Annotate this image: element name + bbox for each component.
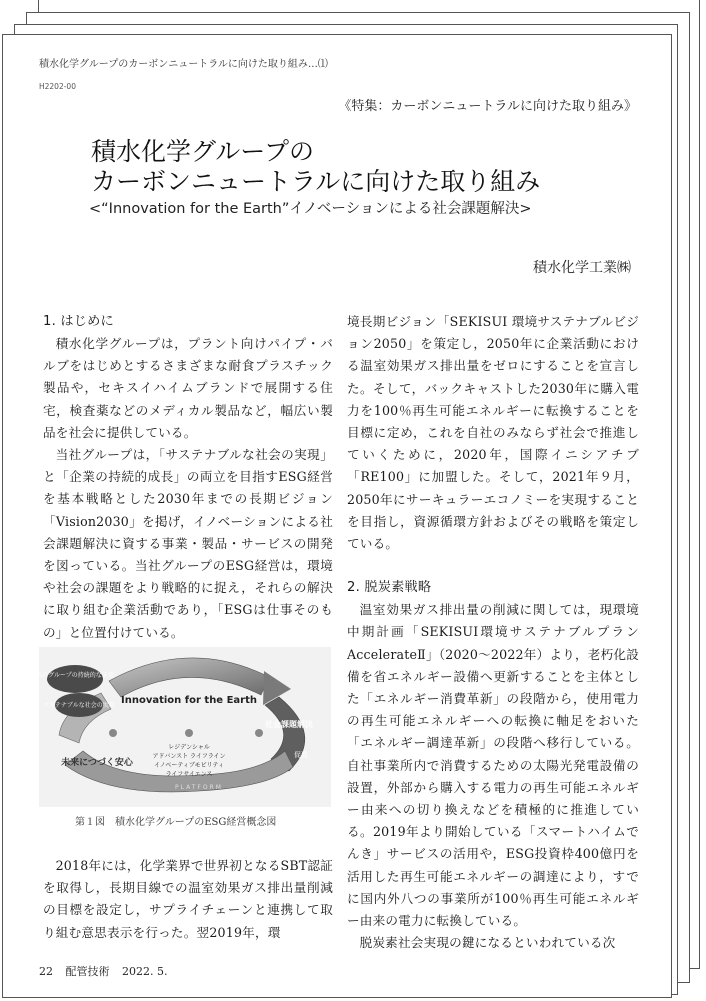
section-heading-1: 1. はじめに [43,314,114,329]
label-platform: PLATFORM [175,784,223,791]
label-innovation: Innovation for the Earth [121,695,257,706]
document-code: H2202-00 [39,82,76,91]
page-footer [39,963,176,979]
label-lifeline: アドバンスト ライフライン [152,753,226,760]
article-subtitle: <“Innovation for the Earth”イノベーションによる社会課題解決> [89,201,532,217]
feature-label: 《特集：カーボンニュートラルに向けた取り組み》 [338,99,637,114]
title-line-2: カーボンニュートラルに向けた取り組み [91,167,541,196]
page-number: 22 [39,965,53,978]
author: 積水化学工業㈱ [533,260,631,276]
label-mobility: イノベーティブモビリティ [153,762,225,769]
growth-bubble [47,665,103,693]
paragraph-continued: 境長期ビジョン「SEKISUI 環境サステナブルビジョン2050」を策定し，2050年に企業活動における温室効果ガス排出量をゼロにすることを宣言した。そして，バックキャストした2030年に購入電力を100％再生可能エネルギーに転換することを目標に定め，これを自社のみならず社会で推進していくために，2020年，国際イニシアチブ「RE100」に加盟した。そして，2021年９月，2050年にサーキュラーエコノミーを実現することを目指し，資源循環方針およびその戦略を策定している。 [347,314,639,552]
label-society: サステナブルな社会の実現 [43,702,115,709]
label-lifescience: ライフサイエンス [165,771,213,778]
node-icon-left [109,729,117,737]
paragraph-5: 脱炭素社会実現の鍵になるといわれている次 [359,935,616,951]
section-heading-2: 2. 脱炭素戦略 [347,580,432,596]
figure-caption: 第１図 積水化学グループのESG経営概念図 [75,817,277,828]
label-residential: レジデンシャル [168,744,210,751]
esg-concept-figure [39,647,331,807]
running-title: 積水化学グループのカーボンニュートラルに向けた取り組み…⑴ [39,59,328,70]
paragraph-3: 2018年には，化学業界で世界初となるSBT認証を取得し，長期目線での温室効果ガス排出量削減の目標を設定し，サプライチェーンと連携して取り組む意思表示を行った。翌2019年，環 [43,858,333,940]
title-line-1: 積水化学グループの [91,137,315,166]
paragraph-1: 積水化学グループは，プラント向けパイプ・バルブをはじめとするさまざまな耐食プラスチック製品や，セキスイハイムブランドで展開する住宅，検査薬などのメディカル製品など，幅広い製品を社会に提供している。 [43,336,333,440]
node-icon-center [185,729,193,737]
label-promote: 促進 [294,751,308,759]
left-column-bottom [43,855,333,944]
article-title [91,137,540,197]
document-page [2,34,672,998]
label-future: 未来につづく安心 [61,758,133,768]
paragraph-2: 当社グループは，「サステナブルな社会の実現」と「企業の持続的成長」の両立を目指すESG経営を基本戦略とした2030年までの長期ビジョン「Vision2030」を掲げ，イノベーションによる社会課題解決に資する事業・製品・サービスの開発を図っている。当社グループのESG経営は，環境や社会の課題をより戦略的に捉え，それらの解決に取り組む企業活動であり，「ESGは仕事そのもの」と位置付けている。 [43,447,333,640]
left-column-top [43,311,333,644]
node-icon-right [255,729,263,737]
right-column [347,311,639,954]
esg-concept-diagram [39,647,331,807]
issue-date: 2022. 5. [122,965,168,978]
top-arc-arrow [109,658,269,697]
label-growth: 当社グループの持続的な成長 [39,672,114,679]
paragraph-4: 温室効果ガス排出量の削減に関しては，現環境中期計画「SEKISUI環境サステナブルプランAccelerateⅡ」（2020〜2022年）より，老朽化設備を省エネルギー設備へ更新することを主体とした「エネルギー消費革新」の段階から，使用電力の再生可能エネルギーへの転換に軸足をおいた「エネルギー調達革新」の段階へ移行している。自社事業所内で消費するための太陽光発電設備の設置，外部から購入する電力の再生可能エネルギー由来への切り換えなどを積極的に推進している。2019年より開始している「スマートハイムでんき」サービスの活用や，ESG投資枠400億円を活用した再生可能エネルギーの調達により，すでに国内外八つの事業所が100％再生可能エネルギー由来の電力に転換している。 [347,602,639,929]
label-issues: 社会課題解決 [265,720,313,729]
journal-name: 配管技術 [65,965,110,978]
